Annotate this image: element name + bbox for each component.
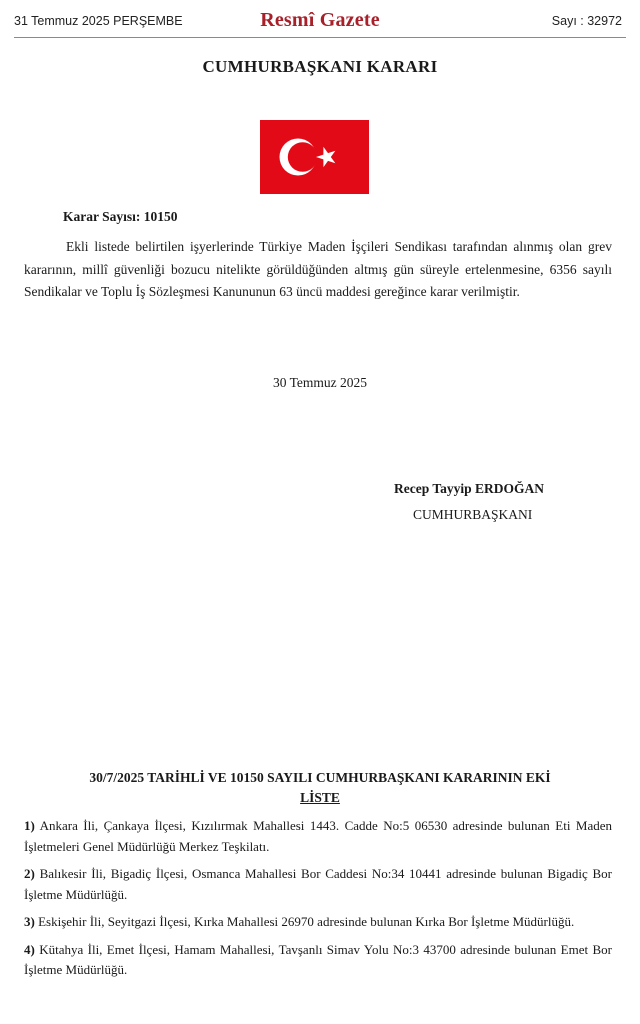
list-item-number: 1) bbox=[24, 818, 35, 833]
list-item bbox=[24, 912, 612, 933]
issue-number: Sayı : 32972 bbox=[551, 14, 622, 28]
list-item-text: Kütahya İli, Emet İlçesi, Hamam Mahallesi, Tavşanlı Simav Yolu No:3 43700 adresinde bulunan Emet Bor İşletme Müdürlüğü. bbox=[24, 941, 612, 977]
turkish-flag-icon bbox=[260, 120, 369, 194]
list-item bbox=[24, 864, 612, 905]
newspaper-title: Resmî Gazete bbox=[260, 9, 380, 31]
annex-subtitle: LİSTE bbox=[300, 790, 340, 805]
signatory-name: Recep Tayyip ERDOĞAN bbox=[394, 481, 545, 496]
list-item bbox=[24, 940, 612, 981]
signatory-title: CUMHURBAŞKANI bbox=[413, 507, 533, 522]
issue-date: 31 Temmuz 2025 PERŞEMBE bbox=[14, 14, 183, 28]
list-item-number: 3) bbox=[24, 914, 35, 929]
list-item bbox=[24, 816, 612, 857]
annex-heading bbox=[0, 768, 640, 808]
list-item-text: Ankara İli, Çankaya İlçesi, Kızılırmak Mahallesi 1443. Cadde No:5 06530 adresinde bulunan Eti Maden İşletmeleri Genel Müdürlüğü Merkez Teşkilatı. bbox=[24, 818, 612, 854]
decision-body-text: Ekli listede belirtilen işyerlerinde Türkiye Maden İşçileri Sendikası tarafından alınmış olan grev kararının, millî güvenliği bozucu nitelikte görüldüğünden altmış gün süreyle ertelenmesine, 6356 sayılı Sendikalar ve Toplu İş Sözleşmesi Kanununun 63 üncü maddesi gereğince karar verilmiştir. bbox=[24, 239, 612, 299]
page-title: CUMHURBAŞKANI KARARI bbox=[202, 57, 438, 76]
decision-date: 30 Temmuz 2025 bbox=[272, 375, 368, 390]
decision-number: Karar Sayısı: 10150 bbox=[63, 209, 178, 224]
decision-body bbox=[24, 236, 612, 304]
masthead bbox=[14, 0, 626, 38]
list-item-number: 2) bbox=[24, 866, 35, 881]
annex-title: 30/7/2025 TARİHLİ VE 10150 SAYILI CUMHURBAŞKANI KARARININ EKİ bbox=[89, 770, 551, 785]
annex-list bbox=[24, 816, 612, 988]
header-divider bbox=[14, 37, 626, 38]
list-item-text: Balıkesir İli, Bigadiç İlçesi, Osmanca Mahallesi Bor Caddesi No:34 10441 adresinde bulunan Bigadiç Bor İşletme Müdürlüğü. bbox=[24, 866, 613, 902]
list-item-number: 4) bbox=[24, 941, 35, 957]
list-item-text: Eskişehir İli, Seyitgazi İlçesi, Kırka Mahallesi 26970 adresinde bulunan Kırka Bor İşletme Müdürlüğü. bbox=[38, 914, 575, 929]
